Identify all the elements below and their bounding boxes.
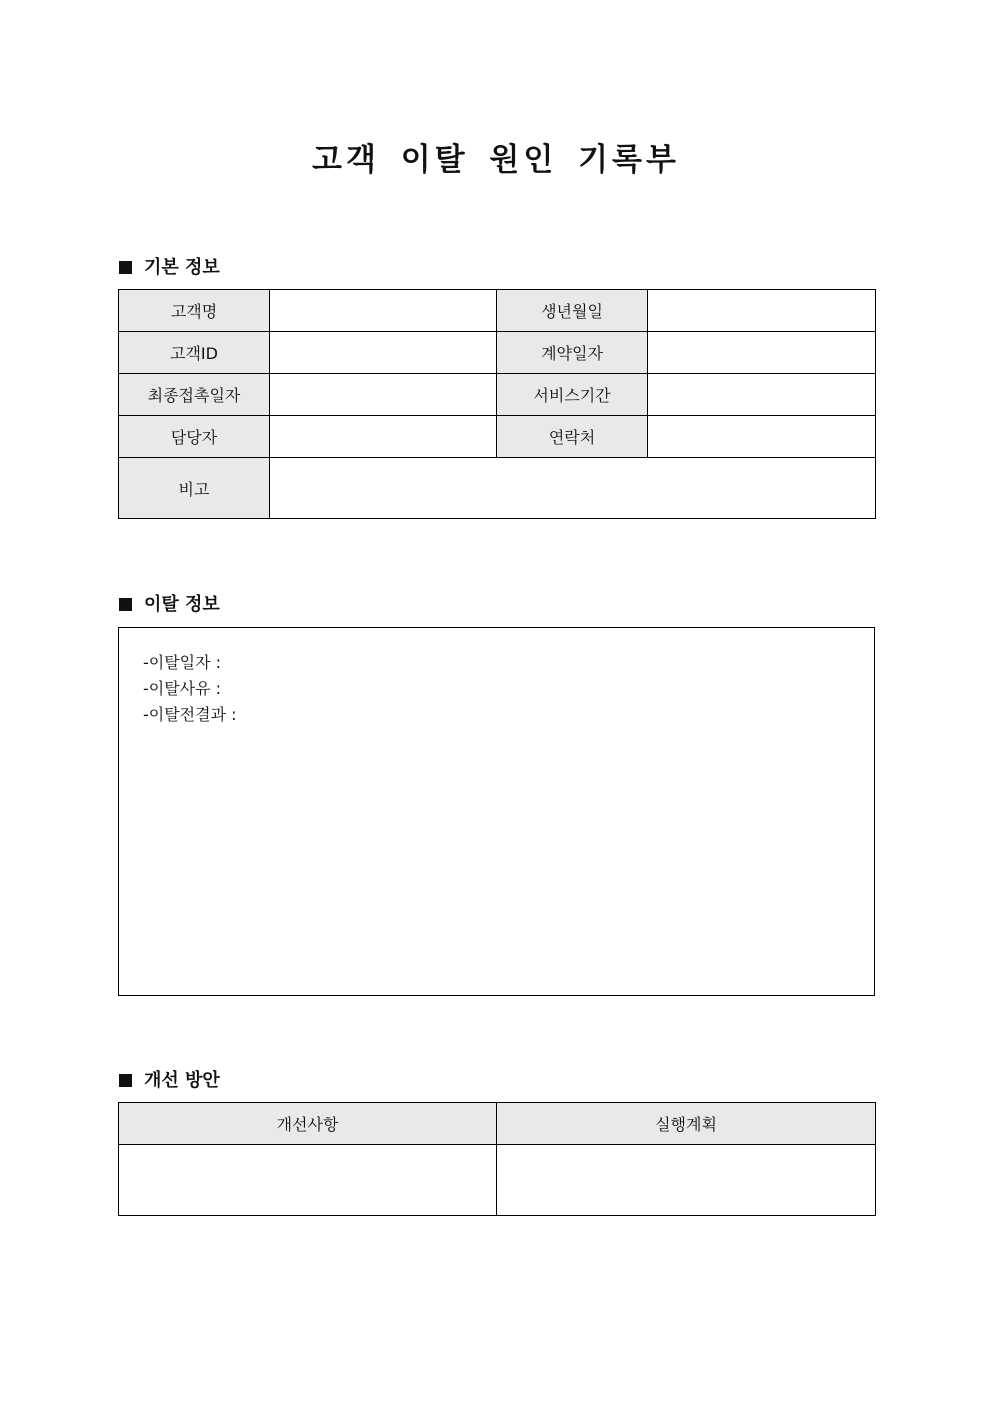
pre-churn-result-line: -이탈전결과 : — [143, 705, 237, 724]
square-bullet-icon — [119, 1074, 132, 1087]
section-heading-basic-info — [119, 253, 220, 279]
field-customer-name[interactable] — [270, 290, 497, 332]
label-contact: 연락처 — [497, 416, 648, 458]
section-heading-text: 개선 방안 — [144, 1070, 220, 1091]
field-note[interactable] — [270, 458, 876, 519]
document-title: 고객 이탈 원인 기록부 — [312, 142, 680, 178]
square-bullet-icon — [119, 598, 132, 611]
label-customer-name: 고객명 — [119, 290, 270, 332]
section-heading-text: 기본 정보 — [144, 257, 220, 278]
section-heading-improvement — [119, 1066, 220, 1092]
table-row — [119, 290, 876, 332]
field-contact[interactable] — [648, 416, 876, 458]
field-improvement-items[interactable] — [119, 1145, 497, 1216]
header-improvement-items: 개선사항 — [119, 1103, 497, 1145]
field-contract-date[interactable] — [648, 332, 876, 374]
label-service-period: 서비스기간 — [497, 374, 648, 416]
label-last-contact-date: 최종접촉일자 — [119, 374, 270, 416]
field-manager[interactable] — [270, 416, 497, 458]
label-manager: 담당자 — [119, 416, 270, 458]
table-row — [119, 374, 876, 416]
churn-info-box[interactable] — [118, 627, 875, 996]
label-note: 비고 — [119, 458, 270, 519]
basic-info-table — [118, 289, 876, 519]
header-action-plan: 실행계획 — [497, 1103, 876, 1145]
churn-date-line: -이탈일자 : — [143, 653, 222, 672]
section-heading-churn-info — [119, 590, 220, 616]
section-heading-text: 이탈 정보 — [144, 594, 220, 615]
table-row — [119, 458, 876, 519]
table-row — [119, 1145, 876, 1216]
field-service-period[interactable] — [648, 374, 876, 416]
churn-reason-line: -이탈사유 : — [143, 679, 222, 698]
table-row — [119, 332, 876, 374]
field-last-contact-date[interactable] — [270, 374, 497, 416]
label-contract-date: 계약일자 — [497, 332, 648, 374]
table-row — [119, 416, 876, 458]
label-birth-date: 생년월일 — [497, 290, 648, 332]
label-customer-id: 고객ID — [119, 332, 270, 374]
improvement-table — [118, 1102, 876, 1216]
field-customer-id[interactable] — [270, 332, 497, 374]
field-action-plan[interactable] — [497, 1145, 876, 1216]
table-header-row — [119, 1103, 876, 1145]
field-birth-date[interactable] — [648, 290, 876, 332]
square-bullet-icon — [119, 261, 132, 274]
